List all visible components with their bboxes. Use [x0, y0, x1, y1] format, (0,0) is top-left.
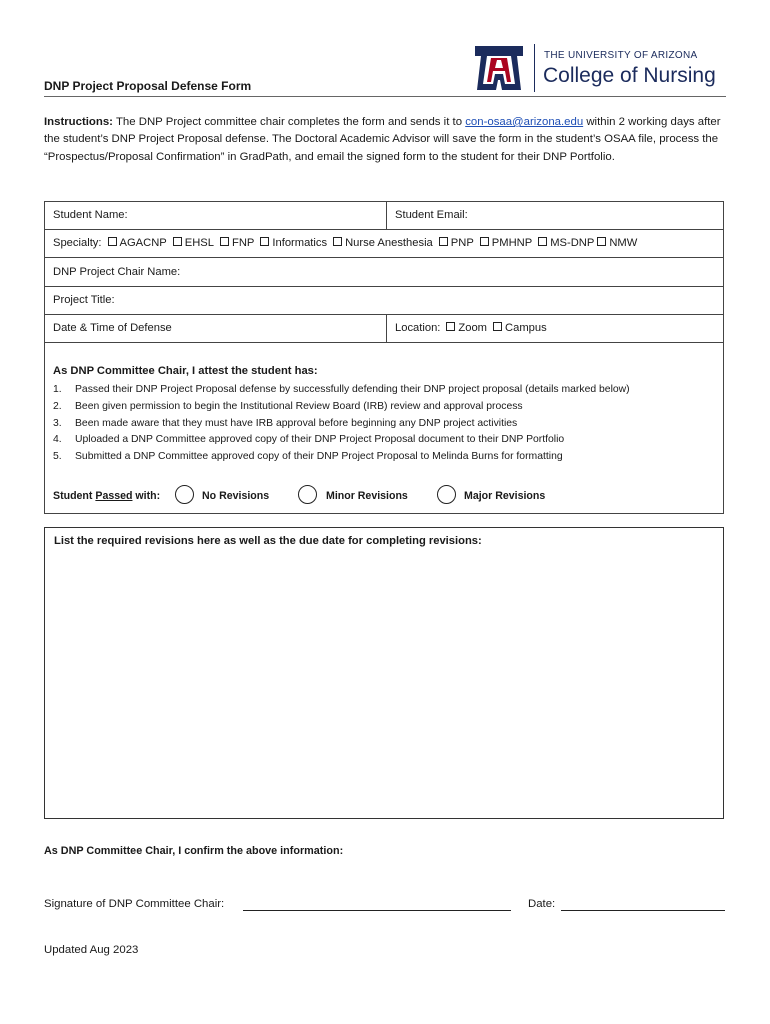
location-field: [386, 315, 723, 343]
instructions: [44, 114, 728, 166]
row-chair: [45, 259, 723, 287]
checkbox-informatics[interactable]: [260, 237, 269, 246]
radio-no-revisions[interactable]: [175, 485, 194, 504]
checkbox-ms-dnp[interactable]: [538, 237, 547, 246]
date-line[interactable]: [561, 910, 725, 911]
instructions-text-after: within 2 working days after the student’s DNP Project Proposal defense. The Doctoral Academic Advisor will save the form in the student’s OSAA file, process the “Prospectus/Proposal Confirmation” in GradPath, and email the signed form to the student for their DNP Portfolio.: [44, 116, 721, 163]
revisions-textarea[interactable]: [44, 527, 724, 819]
checkbox-fnp[interactable]: [220, 237, 229, 246]
specialty-agacnp: AGACNP: [119, 237, 167, 249]
label-no-revisions: No Revisions: [202, 490, 270, 502]
date-label: Date:: [528, 898, 556, 910]
specialty-ms-dnp: MS-DNP: [550, 237, 595, 249]
confirm-statement: As DNP Committee Chair, I confirm the above information:: [44, 845, 344, 857]
checkbox-agacnp[interactable]: [108, 237, 117, 246]
college-name: College of Nursing: [543, 64, 716, 87]
list-item: 1. Passed their DNP Project Proposal defense by successfully defending their DNP project proposal (details marked below): [53, 384, 630, 395]
checkbox-pnp[interactable]: [439, 237, 448, 246]
checkbox-pmhnp[interactable]: [480, 237, 489, 246]
passed-line: Student Passed with:: [53, 490, 161, 502]
checkbox-campus[interactable]: [493, 322, 502, 331]
defense-date-field[interactable]: Date & Time of Defense: [53, 322, 172, 334]
osaa-email-link[interactable]: con-osaa@arizona.edu: [465, 116, 584, 128]
row-student: [45, 202, 723, 230]
instructions-text-before: The DNP Project committee chair completes the form and sends it to: [112, 116, 466, 128]
list-item: 4. Uploaded a DNP Committee approved copy of their DNP Project Proposal document to their DNP Portfolio: [53, 434, 565, 446]
chair-name-field[interactable]: DNP Project Chair Name:: [53, 266, 181, 278]
specialty-ehsl: EHSL: [184, 237, 214, 249]
list-item: 3. Been made aware that they must have IRB approval before beginning any DNP project activities: [53, 417, 518, 429]
location-zoom: Zoom: [458, 322, 488, 334]
label-major-revisions: Major Revisions: [464, 490, 546, 502]
logo-divider: [534, 44, 535, 92]
student-info-table: [44, 201, 724, 343]
checkbox-zoom[interactable]: [446, 322, 455, 331]
row-specialty: [45, 230, 723, 258]
radio-major-revisions[interactable]: [437, 485, 456, 504]
checkbox-nurse-anesthesia[interactable]: [333, 237, 342, 246]
student-email-field[interactable]: Student Email:: [386, 202, 723, 229]
signature-label: Signature of DNP Committee Chair:: [44, 898, 225, 910]
location-label: Location:: [395, 322, 441, 334]
specialty-label: Specialty:: [53, 237, 102, 249]
form-title: DNP Project Proposal Defense Form: [44, 79, 252, 93]
label-minor-revisions: Minor Revisions: [326, 490, 408, 502]
specialty-field: [45, 230, 723, 257]
updated-date: Updated Aug 2023: [44, 944, 139, 956]
university-name: THE UNIVERSITY OF ARIZONA: [544, 50, 698, 61]
row-title: [45, 287, 723, 315]
specialty-nurse-anesthesia: Nurse Anesthesia: [345, 237, 433, 249]
specialty-nmw: NMW: [609, 237, 638, 249]
revisions-label: List the required revisions here as well as the due date for completing revisions:: [54, 535, 482, 547]
student-name-field[interactable]: Student Name:: [53, 209, 128, 221]
list-item: 5. Submitted a DNP Committee approved copy of their DNP Project Proposal to Melinda Burns for formatting: [53, 451, 563, 463]
attest-heading: As DNP Committee Chair, I attest the student has:: [53, 365, 318, 377]
location-campus: Campus: [505, 322, 547, 334]
attest-list: [53, 382, 713, 466]
instructions-label: Instructions:: [44, 116, 113, 128]
project-title-field[interactable]: Project Title:: [53, 294, 115, 306]
specialty-fnp: FNP: [232, 237, 255, 249]
checkbox-ehsl[interactable]: [173, 237, 182, 246]
specialty-pmhnp: PMHNP: [491, 237, 533, 249]
radio-minor-revisions[interactable]: [298, 485, 317, 504]
specialty-informatics: Informatics: [272, 237, 328, 249]
checkbox-nmw[interactable]: [597, 237, 606, 246]
passed-word: Passed: [95, 490, 133, 502]
header-rule: [44, 96, 726, 97]
signature-line[interactable]: [243, 910, 511, 911]
university-logo-icon: [472, 44, 526, 94]
list-item: 2. Been given permission to begin the Institutional Review Board (IRB) review and approval process: [53, 400, 523, 412]
row-defense: [45, 315, 723, 343]
specialty-pnp: PNP: [450, 237, 474, 249]
